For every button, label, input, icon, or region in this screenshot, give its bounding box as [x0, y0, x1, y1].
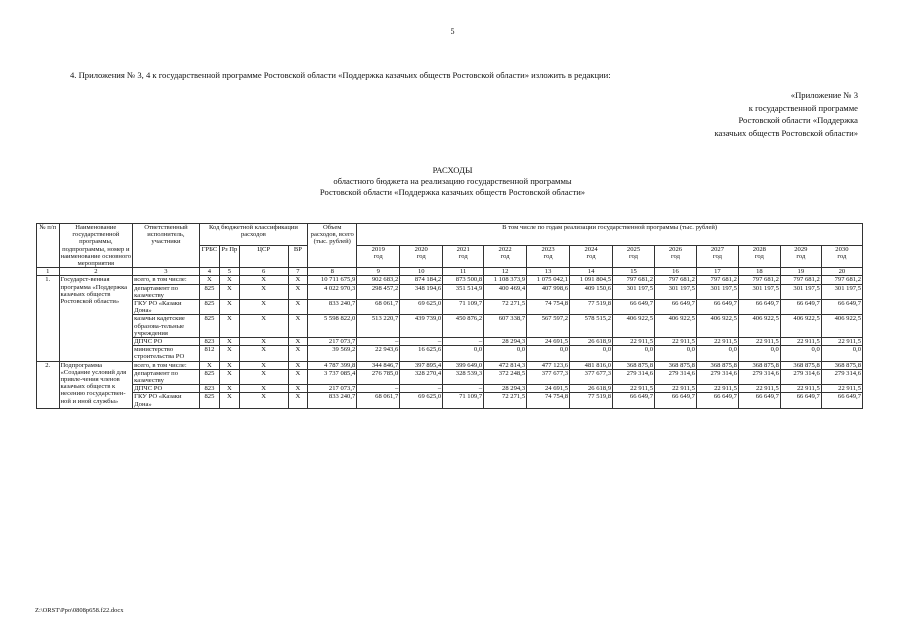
program-name: Подпрограмма «Создание условий для привле-чения членов казачьих обществ к несению государствен-ной и иной службы» [59, 361, 133, 408]
year-value: 2020 [414, 246, 428, 254]
csr-code: Х [239, 346, 288, 361]
csr-code: Х [239, 369, 288, 384]
column-number: 8 [308, 268, 357, 276]
year-amount: 22 911,5 [780, 338, 821, 346]
year-amount: 279 314,6 [738, 369, 780, 384]
year-suffix: год [500, 253, 510, 261]
csr-code: Х [239, 315, 288, 338]
vr-code: Х [288, 300, 307, 315]
year-amount: – [400, 385, 443, 393]
year-amount: 372 248,5 [484, 369, 527, 384]
csr-code: Х [239, 300, 288, 315]
header-year [821, 246, 862, 268]
vr-code: Х [288, 361, 307, 369]
column-number: 5 [220, 268, 239, 276]
table-row [37, 361, 863, 369]
year-amount: 77 519,8 [570, 393, 613, 408]
year-amount: 406 922,5 [821, 315, 862, 338]
year-amount: 66 649,7 [821, 393, 862, 408]
year-value: 2024 [584, 246, 598, 254]
column-number: 14 [570, 268, 613, 276]
year-suffix: год [712, 253, 722, 261]
responsible-executor: всего, в том числе: [133, 276, 200, 284]
column-number: 9 [357, 268, 400, 276]
year-amount: 397 895,4 [400, 361, 443, 369]
year-amount: 72 271,5 [484, 393, 527, 408]
total-amount: 10 711 675,9 [308, 276, 357, 284]
year-amount: 28 294,3 [484, 385, 527, 393]
year-suffix: год [796, 253, 806, 261]
year-amount: 797 681,2 [821, 276, 862, 284]
rzpr-code: Х [220, 338, 239, 346]
appendix-line: Ростовской области «Поддержка [738, 115, 858, 125]
responsible-executor: ГКУ РО «Казаки Дона» [133, 393, 200, 408]
year-amount: 874 184,2 [400, 276, 443, 284]
year-suffix: год [586, 253, 596, 261]
document-title [0, 165, 905, 198]
year-amount: 450 876,2 [443, 315, 484, 338]
year-amount: 66 649,7 [655, 300, 697, 315]
header-num: № п/п [37, 224, 60, 268]
table-row [37, 346, 863, 361]
header-vr: ВР [288, 246, 307, 268]
year-amount: 279 314,6 [696, 369, 738, 384]
rzpr-code: Х [220, 369, 239, 384]
csr-code: Х [239, 361, 288, 369]
vr-code: Х [288, 393, 307, 408]
year-amount: 69 625,0 [400, 393, 443, 408]
year-amount: 409 150,6 [570, 284, 613, 299]
year-amount: 0,0 [527, 346, 570, 361]
year-amount: – [443, 338, 484, 346]
year-amount: 607 338,7 [484, 315, 527, 338]
header-year [696, 246, 738, 268]
rzpr-code: Х [220, 276, 239, 284]
year-amount: 301 197,5 [655, 284, 697, 299]
year-amount: 66 649,7 [655, 393, 697, 408]
year-amount: 66 649,7 [738, 393, 780, 408]
year-amount: – [357, 338, 400, 346]
year-amount: 22 911,5 [613, 338, 655, 346]
year-value: 2022 [498, 246, 512, 254]
year-amount: 22 943,6 [357, 346, 400, 361]
year-amount: 481 816,0 [570, 361, 613, 369]
total-amount: 833 240,7 [308, 300, 357, 315]
year-amount: 344 846,7 [357, 361, 400, 369]
year-amount: 377 677,3 [527, 369, 570, 384]
year-amount: 16 625,6 [400, 346, 443, 361]
appendix-line: казачьих обществ Ростовской области» [714, 127, 858, 138]
column-number: 19 [780, 268, 821, 276]
year-amount: 1 108 373,9 [484, 276, 527, 284]
grbs-code: 823 [199, 338, 219, 346]
year-amount: 279 314,6 [821, 369, 862, 384]
year-amount: 400 469,4 [484, 284, 527, 299]
year-amount: 22 911,5 [738, 338, 780, 346]
year-suffix: год [458, 253, 468, 261]
year-value: 2029 [794, 246, 808, 254]
year-amount: 578 515,2 [570, 315, 613, 338]
row-number: 2. [37, 361, 60, 408]
grbs-code: 825 [199, 300, 219, 315]
year-suffix: год [543, 253, 553, 261]
year-amount: 77 519,8 [570, 300, 613, 315]
program-name: Государст-венная программа «Поддержка казачьих обществ Ростовской области» [59, 276, 133, 361]
year-amount: 1 091 804,5 [570, 276, 613, 284]
year-amount: – [400, 338, 443, 346]
year-amount: 66 649,7 [821, 300, 862, 315]
header-year [357, 246, 400, 268]
total-amount: 4 022 970,3 [308, 284, 357, 299]
year-amount: 0,0 [655, 346, 697, 361]
header-year [484, 246, 527, 268]
header-csr: ЦСР [239, 246, 288, 268]
vr-code: Х [288, 284, 307, 299]
grbs-code: 825 [199, 393, 219, 408]
year-amount: 0,0 [570, 346, 613, 361]
header-name: Наименование государственной программы, подпрограммы, номер и наименование основного мероприятия [60, 224, 132, 268]
year-value: 2023 [541, 246, 555, 254]
year-value: 2026 [668, 246, 683, 254]
rzpr-code: Х [220, 385, 239, 393]
year-amount: 0,0 [821, 346, 862, 361]
grbs-code: 825 [199, 369, 219, 384]
header-year [655, 246, 697, 268]
page-number: 5 [450, 27, 455, 36]
table-row [37, 284, 863, 299]
header-year [780, 246, 821, 268]
total-amount: 4 787 399,8 [308, 361, 357, 369]
table-row [37, 315, 863, 338]
year-amount: 301 197,5 [780, 284, 821, 299]
year-amount: 74 754,8 [527, 393, 570, 408]
vr-code: Х [288, 338, 307, 346]
year-amount: 279 314,6 [655, 369, 697, 384]
vr-code: Х [288, 346, 307, 361]
column-number: 10 [400, 268, 443, 276]
header-year [443, 246, 484, 268]
year-amount: 902 683,2 [357, 276, 400, 284]
year-amount: 24 691,5 [527, 385, 570, 393]
year-amount: 22 911,5 [696, 338, 738, 346]
header-years-group: В том числе по годам реализации государственной программы (тыс. рублей) [357, 224, 863, 246]
year-amount: 26 618,9 [570, 338, 613, 346]
year-amount: – [357, 385, 400, 393]
year-amount: 328 270,4 [400, 369, 443, 384]
year-amount: 567 597,2 [527, 315, 570, 338]
responsible-executor: ДПЧС РО [133, 338, 200, 346]
year-amount: 377 677,3 [570, 369, 613, 384]
title-line: Ростовской области «Поддержка казачьих обществ Ростовской области» [319, 187, 586, 197]
header-responsible: Ответственный исполнитель, участники [133, 224, 200, 268]
year-amount: 301 197,5 [613, 284, 655, 299]
year-amount: 66 649,7 [696, 300, 738, 315]
year-amount: 66 649,7 [780, 300, 821, 315]
year-amount: 406 922,5 [696, 315, 738, 338]
vr-code: Х [288, 276, 307, 284]
grbs-code: 812 [199, 346, 219, 361]
year-amount: 71 109,7 [443, 393, 484, 408]
year-amount: 406 922,5 [780, 315, 821, 338]
year-suffix: год [754, 253, 764, 261]
intro-paragraph: 4. Приложения № 3, 4 к государственной программе Ростовской области «Поддержка казачьих обществ Ростовской области» изложить в редакции: [70, 70, 611, 80]
year-amount: 298 457,2 [357, 284, 400, 299]
year-amount: 22 911,5 [821, 338, 862, 346]
expenses-table [36, 223, 863, 409]
year-amount: 0,0 [696, 346, 738, 361]
year-amount: 66 649,7 [613, 393, 655, 408]
year-value: 2030 [835, 246, 849, 254]
header-year [738, 246, 780, 268]
header-year [570, 246, 613, 268]
year-amount: 66 649,7 [780, 393, 821, 408]
header-total: Объем расходов, всего (тыс. рублей) [308, 224, 357, 268]
grbs-code: 825 [199, 315, 219, 338]
header-code-group: Код бюджетной классификации расходов [199, 224, 307, 246]
appendix-reference [668, 89, 858, 139]
total-amount: 217 073,7 [308, 338, 357, 346]
vr-code: Х [288, 315, 307, 338]
year-amount: 22 911,5 [613, 385, 655, 393]
csr-code: Х [239, 393, 288, 408]
header-year [527, 246, 570, 268]
year-value: 2027 [710, 246, 725, 254]
total-amount: 5 598 822,0 [308, 315, 357, 338]
year-amount: 26 618,9 [570, 385, 613, 393]
rzpr-code: Х [220, 393, 239, 408]
total-amount: 217 073,7 [308, 385, 357, 393]
total-amount: 3 737 085,4 [308, 369, 357, 384]
column-number: 2 [59, 268, 133, 276]
header-grbs: ГРБС [199, 246, 219, 268]
year-amount: 0,0 [613, 346, 655, 361]
grbs-code: 825 [199, 284, 219, 299]
year-amount: 406 922,5 [613, 315, 655, 338]
year-amount: 301 197,5 [821, 284, 862, 299]
year-amount: 797 681,2 [738, 276, 780, 284]
year-amount: 24 691,5 [527, 338, 570, 346]
year-amount: 368 875,8 [821, 361, 862, 369]
table-row [37, 385, 863, 393]
year-amount: 399 649,0 [443, 361, 484, 369]
grbs-code: 823 [199, 385, 219, 393]
column-number: 20 [821, 268, 862, 276]
year-suffix: год [629, 253, 639, 261]
grbs-code: Х [199, 276, 219, 284]
table-row [37, 369, 863, 384]
row-number: 1. [37, 276, 60, 361]
year-value: 2028 [752, 246, 766, 254]
rzpr-code: Х [220, 300, 239, 315]
year-amount: 368 875,8 [655, 361, 697, 369]
year-amount: 797 681,2 [655, 276, 697, 284]
table-row [37, 393, 863, 408]
year-amount: 406 922,5 [738, 315, 780, 338]
rzpr-code: Х [220, 346, 239, 361]
year-value: 2021 [456, 246, 470, 254]
responsible-executor: ДПЧС РО [133, 385, 200, 393]
column-number: 13 [527, 268, 570, 276]
year-amount: 348 194,6 [400, 284, 443, 299]
year-amount: 0,0 [780, 346, 821, 361]
vr-code: Х [288, 369, 307, 384]
header-year [400, 246, 443, 268]
year-amount: 279 314,6 [780, 369, 821, 384]
year-amount: 472 814,3 [484, 361, 527, 369]
file-path-footer: Z:\ORST\Ppo\0808p658.f22.docx [35, 607, 124, 614]
rzpr-code: Х [220, 361, 239, 369]
appendix-line: «Приложение № 3 [790, 90, 858, 100]
year-amount: 22 911,5 [655, 385, 697, 393]
csr-code: Х [239, 338, 288, 346]
csr-code: Х [239, 284, 288, 299]
total-amount: 39 569,2 [308, 346, 357, 361]
column-number: 7 [288, 268, 307, 276]
total-amount: 833 240,7 [308, 393, 357, 408]
csr-code: Х [239, 385, 288, 393]
year-amount: 28 294,3 [484, 338, 527, 346]
year-suffix: год [416, 253, 426, 261]
year-amount: 22 911,5 [655, 338, 697, 346]
year-amount: 276 785,0 [357, 369, 400, 384]
year-amount: 439 739,0 [400, 315, 443, 338]
year-amount: 368 875,8 [738, 361, 780, 369]
year-amount: 66 649,7 [613, 300, 655, 315]
year-amount: 66 649,7 [696, 393, 738, 408]
table-row [37, 276, 863, 284]
year-amount: 72 271,5 [484, 300, 527, 315]
year-amount: 74 754,8 [527, 300, 570, 315]
responsible-executor: казачьи кадетские образова-тельные учреждения [133, 315, 200, 338]
year-amount: 368 875,8 [780, 361, 821, 369]
year-amount: 351 514,9 [443, 284, 484, 299]
header-year [613, 246, 655, 268]
year-amount: 873 500,8 [443, 276, 484, 284]
year-amount: 22 911,5 [780, 385, 821, 393]
column-number: 18 [738, 268, 780, 276]
year-amount: 22 911,5 [821, 385, 862, 393]
year-amount: 68 061,7 [357, 393, 400, 408]
responsible-executor: министерство строительства РО [133, 346, 200, 361]
year-amount: 69 625,0 [400, 300, 443, 315]
column-number: 1 [37, 268, 60, 276]
column-number: 15 [613, 268, 655, 276]
appendix-line: к государственной программе [748, 102, 858, 113]
year-amount: 477 123,6 [527, 361, 570, 369]
column-number: 3 [133, 268, 200, 276]
responsible-executor: всего, в том числе: [133, 361, 200, 369]
title-line: областного бюджета на реализацию государственной программы [333, 176, 572, 186]
grbs-code: Х [199, 361, 219, 369]
header-rzpr: Рз Пр [220, 246, 239, 268]
table-row [37, 300, 863, 315]
year-suffix: год [837, 253, 847, 261]
responsible-executor: департамент по казачеству [133, 284, 200, 299]
year-amount: 328 539,3 [443, 369, 484, 384]
year-amount: 513 220,7 [357, 315, 400, 338]
rzpr-code: Х [220, 284, 239, 299]
year-amount: – [443, 385, 484, 393]
responsible-executor: департамент по казачеству [133, 369, 200, 384]
column-number: 11 [443, 268, 484, 276]
year-amount: 797 681,2 [780, 276, 821, 284]
csr-code: Х [239, 276, 288, 284]
rzpr-code: Х [220, 315, 239, 338]
year-amount: 1 075 042,1 [527, 276, 570, 284]
column-number: 4 [199, 268, 219, 276]
column-number: 6 [239, 268, 288, 276]
year-suffix: год [373, 253, 383, 261]
column-number: 17 [696, 268, 738, 276]
year-amount: 279 314,6 [613, 369, 655, 384]
year-amount: 22 911,5 [738, 385, 780, 393]
year-amount: 797 681,2 [696, 276, 738, 284]
year-amount: 71 109,7 [443, 300, 484, 315]
year-amount: 368 875,8 [696, 361, 738, 369]
year-amount: 0,0 [738, 346, 780, 361]
year-suffix: год [670, 253, 680, 261]
year-amount: 301 197,5 [696, 284, 738, 299]
year-amount: 368 875,8 [613, 361, 655, 369]
responsible-executor: ГКУ РО «Казаки Дона» [133, 300, 200, 315]
column-number: 16 [655, 268, 697, 276]
year-value: 2019 [371, 246, 385, 254]
table-row [37, 338, 863, 346]
year-amount: 0,0 [443, 346, 484, 361]
column-number: 12 [484, 268, 527, 276]
vr-code: Х [288, 385, 307, 393]
year-amount: 406 922,5 [655, 315, 697, 338]
title-line: РАСХОДЫ [432, 165, 473, 175]
year-amount: 407 998,6 [527, 284, 570, 299]
year-amount: 797 681,2 [613, 276, 655, 284]
year-amount: 0,0 [484, 346, 527, 361]
year-amount: 68 061,7 [357, 300, 400, 315]
year-amount: 22 911,5 [696, 385, 738, 393]
year-amount: 66 649,7 [738, 300, 780, 315]
year-value: 2025 [626, 246, 641, 254]
year-amount: 301 197,5 [738, 284, 780, 299]
